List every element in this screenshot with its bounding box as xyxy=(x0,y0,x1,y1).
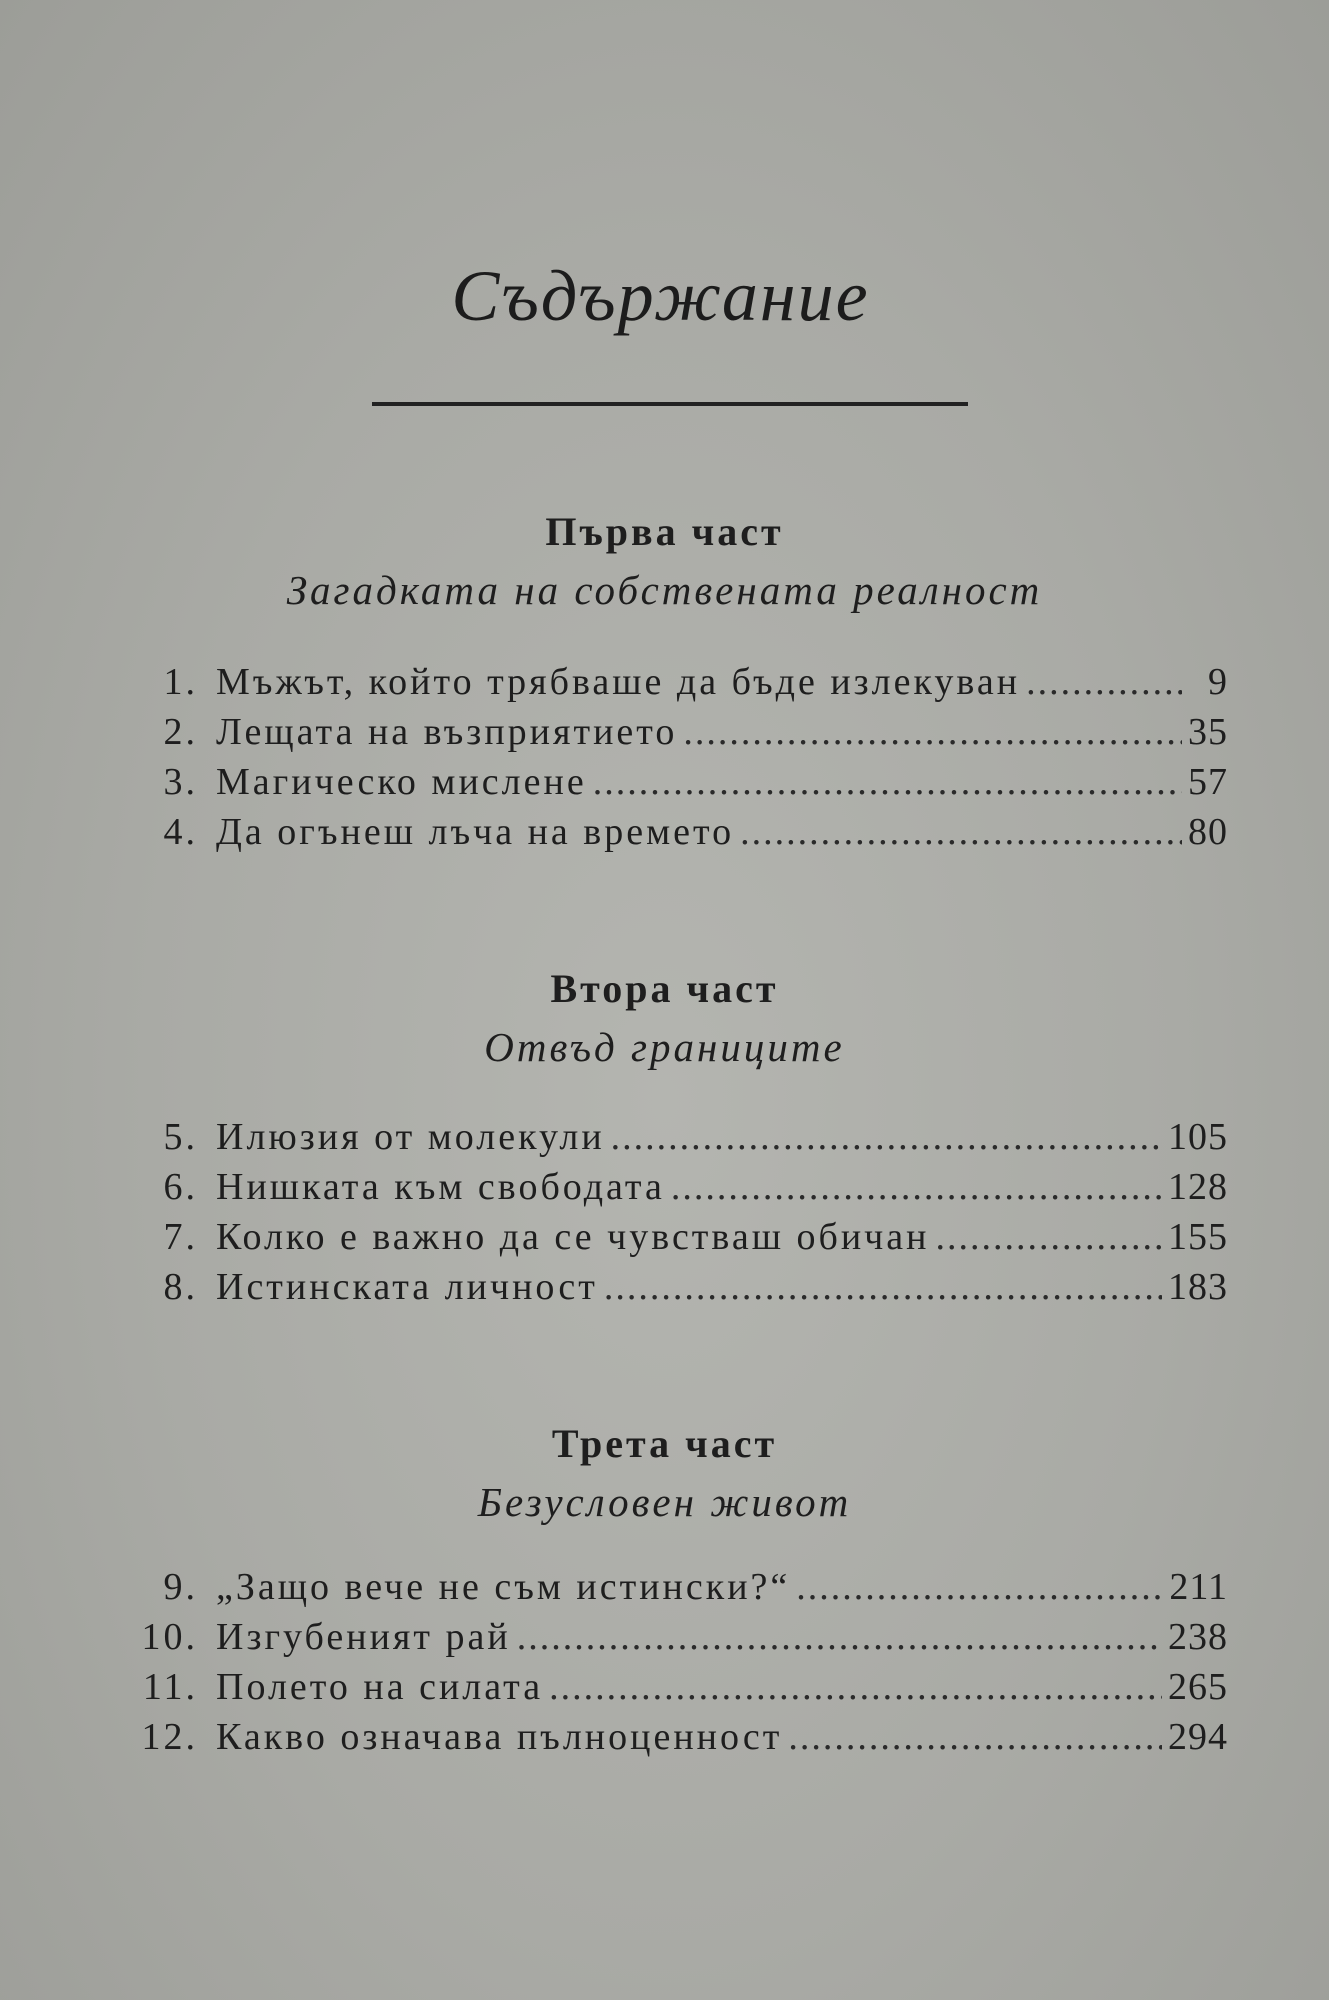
chapter-title: Да огънеш лъча на времето xyxy=(216,811,735,853)
part-subtitle: Загадката на собствената реалност xyxy=(286,567,1043,613)
page-number: 211 xyxy=(1169,1566,1228,1608)
toc-entry xyxy=(128,1215,1228,1265)
chapter-title: „Защо вече не съм истински?“ xyxy=(216,1566,791,1608)
chapter-number: 5. xyxy=(163,1116,198,1158)
page-number: 294 xyxy=(1168,1716,1228,1758)
chapter-title: Магическо мислене xyxy=(216,761,587,803)
chapter-title: Колко е важно да се чувстваш обичан xyxy=(216,1216,930,1258)
toc-entry xyxy=(128,1265,1228,1315)
chapter-number: 12. xyxy=(141,1716,198,1758)
part-title: Втора част xyxy=(550,966,779,1011)
chapter-number: 1. xyxy=(163,661,198,703)
page-number: 265 xyxy=(1168,1666,1228,1708)
toc-entry xyxy=(128,1615,1228,1665)
chapter-number: 4. xyxy=(163,811,198,853)
part-heading-1 xyxy=(0,506,1329,618)
dot-leader xyxy=(935,1215,1162,1259)
dot-leader xyxy=(796,1565,1163,1609)
page-number: 128 xyxy=(1168,1166,1228,1208)
part-heading-3 xyxy=(0,1418,1329,1530)
chapter-number: 9. xyxy=(163,1566,198,1608)
dot-leader xyxy=(788,1715,1162,1759)
chapter-title: Изгубеният рай xyxy=(216,1616,511,1658)
dot-leader xyxy=(683,710,1182,754)
chapter-number: 3. xyxy=(163,761,198,803)
page-number: 105 xyxy=(1168,1116,1228,1158)
chapter-number: 2. xyxy=(163,711,198,753)
toc-entry xyxy=(128,1165,1228,1215)
dot-leader xyxy=(517,1615,1162,1659)
toc-entry xyxy=(128,760,1228,810)
dot-leader xyxy=(740,810,1182,854)
page-number: 9 xyxy=(1208,661,1228,703)
chapter-title: Нишката към свободата xyxy=(216,1166,665,1208)
dot-leader xyxy=(611,1115,1162,1159)
part-title: Първа част xyxy=(545,509,784,554)
toc-list-part-3 xyxy=(128,1565,1228,1765)
toc-entry xyxy=(128,710,1228,760)
page-number: 35 xyxy=(1188,711,1228,753)
chapter-number: 6. xyxy=(163,1166,198,1208)
toc-entry xyxy=(128,660,1228,710)
toc-list-part-1 xyxy=(128,660,1228,860)
part-title: Трета част xyxy=(551,1421,778,1466)
chapter-number: 11. xyxy=(142,1666,198,1708)
part-heading-2 xyxy=(0,963,1329,1075)
chapter-title: Илюзия от молекули xyxy=(216,1116,605,1158)
chapter-number: 7. xyxy=(163,1216,198,1258)
dot-leader xyxy=(671,1165,1162,1209)
page-number: 238 xyxy=(1168,1616,1228,1658)
dot-leader xyxy=(604,1265,1162,1309)
toc-list-part-2 xyxy=(128,1115,1228,1315)
toc-entry xyxy=(128,1115,1228,1165)
chapter-number: 10. xyxy=(141,1616,198,1658)
page-number: 183 xyxy=(1168,1266,1228,1308)
part-subtitle: Безусловен живот xyxy=(477,1479,852,1525)
chapter-title: Полето на силата xyxy=(216,1666,544,1708)
chapter-title: Лещата на възприятието xyxy=(216,711,678,753)
part-subtitle: Отвъд границите xyxy=(484,1024,845,1070)
chapter-title: Какво означава пълноценност xyxy=(216,1716,783,1758)
page-number: 155 xyxy=(1168,1216,1228,1258)
toc-entry xyxy=(128,1565,1228,1615)
dot-leader xyxy=(593,760,1182,804)
title-divider xyxy=(372,402,968,406)
dot-leader xyxy=(1026,660,1182,704)
toc-entry xyxy=(128,810,1228,860)
chapter-title: Истинската личност xyxy=(216,1266,598,1308)
page-number: 80 xyxy=(1188,811,1228,853)
chapter-title: Мъжът, който трябваше да бъде излекуван xyxy=(216,661,1021,703)
page-number: 57 xyxy=(1188,761,1228,803)
chapter-number: 8. xyxy=(163,1266,198,1308)
page-title: Съдържание xyxy=(451,256,870,336)
toc-entry xyxy=(128,1715,1228,1765)
toc-entry xyxy=(128,1665,1228,1715)
dot-leader xyxy=(549,1665,1162,1709)
